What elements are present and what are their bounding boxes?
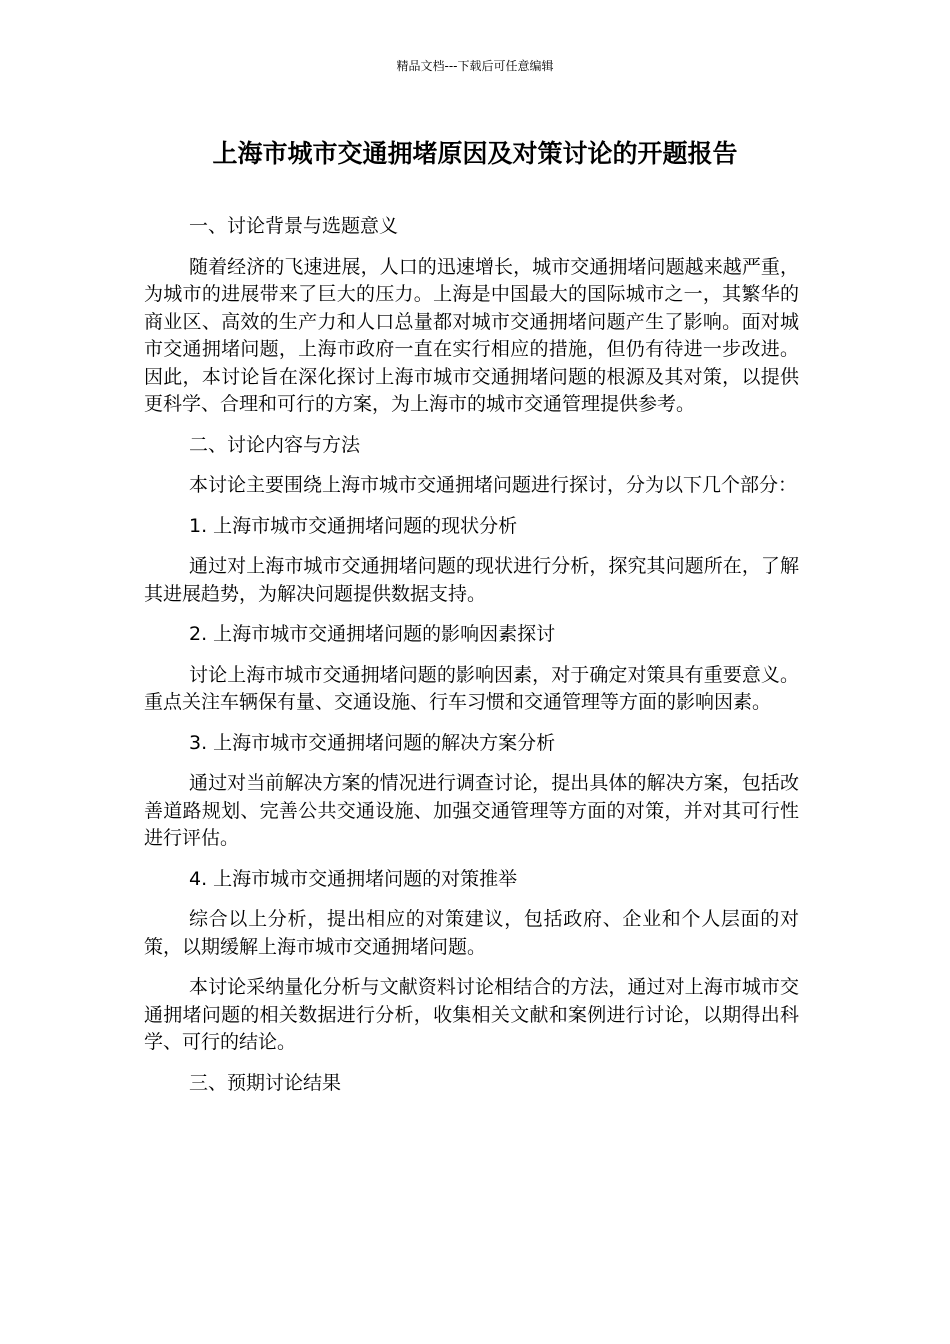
paragraph-intro: 本讨论主要围绕上海市城市交通拥堵问题进行探讨，分为以下几个部分： [189, 474, 798, 496]
section-heading-content-method: 二、讨论内容与方法 [189, 433, 361, 456]
document-body [144, 213, 799, 1110]
document-title: 上海市城市交通拥堵原因及对策讨论的开题报告 [212, 139, 738, 168]
paragraph-recommendations: 综合以上分析，提出相应的对策建议，包括政府、企业和个人层面的对策，以期缓解上海市城市交通拥堵问题。 [144, 908, 799, 958]
subheading-solutions: 3. 上海市城市交通拥堵问题的解决方案分析 [189, 731, 556, 754]
subheading-factors: 2. 上海市城市交通拥堵问题的影响因素探讨 [189, 623, 556, 645]
paragraph-factors: 讨论上海市城市交通拥堵问题的影响因素，对于确定对策具有重要意义。重点关注车辆保有量、交通设施、行车习惯和交通管理等方面的影响因素。 [144, 663, 799, 713]
section-heading-expected-results: 三、预期讨论结果 [189, 1071, 342, 1094]
section-heading-background: 一、讨论背景与选题意义 [189, 215, 399, 237]
paragraph-status-analysis: 通过对上海市城市交通拥堵问题的现状进行分析，探究其问题所在，了解其进展趋势，为解决问题提供数据支持。 [144, 555, 799, 605]
subheading-recommendations: 4. 上海市城市交通拥堵问题的对策推举 [189, 867, 518, 890]
paragraph-solutions: 通过对当前解决方案的情况进行调查讨论，提出具体的解决方案，包括改善道路规划、完善公共交通设施、加强交通管理等方面的对策，并对其可行性进行评估。 [144, 772, 799, 849]
paragraph-background: 随着经济的飞速进展，人口的迅速增长，城市交通拥堵问题越来越严重，为城市的进展带来了巨大的压力。上海是中国最大的国际城市之一，其繁华的商业区、高效的生产力和人口总量都对城市交通拥堵问题产生了影响。面对城市交通拥堵问题，上海市政府一直在实行相应的措施，但仍有待进一步改进。因此，本讨论旨在深化探讨上海市城市交通拥堵问题的根源及其对策，以提供更科学、合理和可行的方案，为上海市的城市交通管理提供参考。 [144, 255, 799, 415]
paragraph-method: 本讨论采纳量化分析与文献资料讨论相结合的方法，通过对上海市城市交通拥堵问题的相关数据进行分析，收集相关文献和案例进行讨论，以期得出科学、可行的结论。 [144, 976, 799, 1053]
header-note: 精品文档---下载后可任意编辑 [396, 59, 554, 73]
subheading-status-analysis: 1. 上海市城市交通拥堵问题的现状分析 [189, 514, 518, 537]
